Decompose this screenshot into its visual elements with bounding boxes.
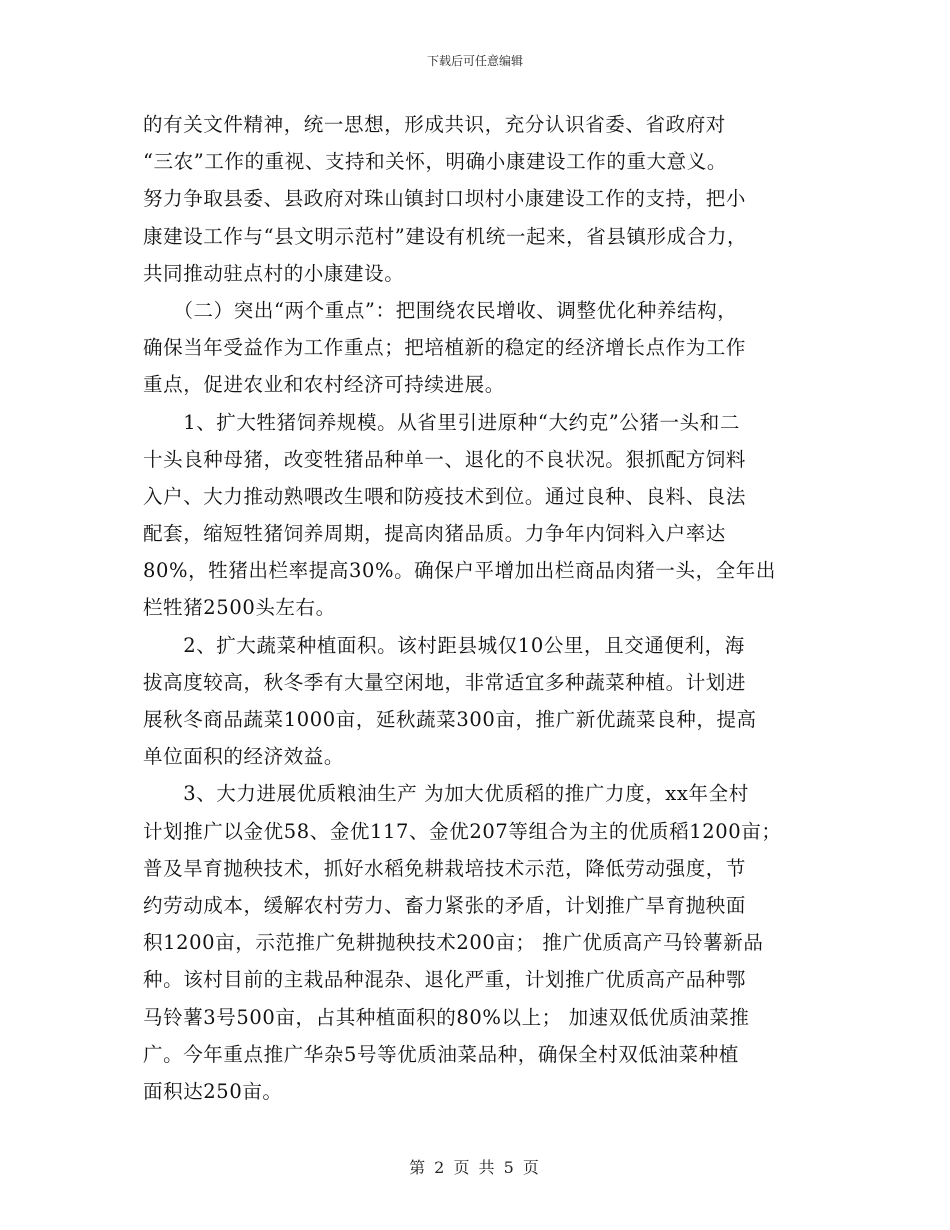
text-line: 80%，牲猪出栏率提高30%。确保户平增加出栏商品肉猪一头，全年出: [143, 559, 776, 583]
text-line: 努力争取县委、县政府对珠山镇封口坝村小康建设工作的支持，把小: [143, 187, 747, 211]
text-line: 2、扩大蔬菜种植面积。该村距县城仅10公里，且交通便利，海: [143, 633, 745, 657]
text-line: 共同推动驻点村的小康建设。: [143, 261, 405, 285]
text-line: “三农”工作的重视、支持和关怀，明确小康建设工作的重大意义。: [143, 150, 727, 174]
text-line: （二）突出“两个重点”：把围绕农民增收、调整优化种养结构，: [143, 298, 738, 322]
text-line: 马铃薯3号500亩，占其种植面积的80%以上； 加速双低优质油菜推: [143, 1005, 750, 1029]
text-line: 重点，促进农业和农村经济可持续进展。: [143, 373, 505, 397]
text-line: 面积达250亩。: [143, 1079, 283, 1103]
text-line: 拔高度较高，秋冬季有大量空闲地，非常适宜多种蔬菜种植。计划进: [143, 670, 747, 694]
page-footer: 第 2 页 共 5 页: [409, 1158, 541, 1177]
text-line: 的有关文件精神，统一思想，形成共识，充分认识省委、省政府对: [143, 113, 726, 136]
text-line: 栏牲猪2500头左右。: [143, 596, 336, 620]
text-line: 十头良种母猪，改变牲猪品种单一、退化的不良状况。狠抓配方饲料: [143, 447, 747, 471]
text-line: 普及旱育抛秧技术，抓好水稻免耕栽培技术示范，降低劳动强度，节: [143, 856, 747, 880]
text-line: 计划推广以金优58、金优117、金优207等组合为主的优质稻1200亩；: [143, 819, 782, 843]
text-line: 约劳动成本，缓解农村劳力、畜力紧张的矛盾，计划推广旱育抛秧面: [143, 893, 747, 917]
body-text: [143, 106, 808, 1110]
text-line: 广。今年重点推广华杂5号等优质油菜品种，确保全村双低油菜种植: [143, 1042, 739, 1066]
page-header: 下载后可任意编辑: [426, 54, 523, 68]
text-line: 配套，缩短牲猪饲养周期，提高肉猪品质。力争年内饲料入户率达: [143, 522, 726, 546]
text-line: 积1200亩，示范推广免耕抛秧技术200亩； 推广优质高产马铃薯新品: [143, 931, 764, 955]
text-line: 种。该村目前的主栽品种混杂、退化严重，计划推广优质高产品种鄂: [143, 968, 747, 992]
text-line: 入户、大力推动熟喂改生喂和防疫技术到位。通过良种、良料、良法: [143, 484, 747, 508]
text-line: 1、扩大牲猪饲养规模。从省里引进原种“大约克”公猪一头和二: [143, 410, 740, 434]
text-line: 单位面积的经济效益。: [143, 745, 345, 769]
text-line: 确保当年受益作为工作重点；把培植新的稳定的经济增长点作为工作: [143, 336, 747, 360]
text-line: 康建设工作与“县文明示范村”建设有机统一起来，省县镇形成合力，: [143, 224, 748, 248]
text-line: 3、大力进展优质粮油生产 为加大优质稻的推广力度，xx年全村: [143, 782, 749, 806]
text-line: 展秋冬商品蔬菜1000亩，延秋蔬菜300亩，推广新优蔬菜良种，提高: [143, 708, 757, 731]
